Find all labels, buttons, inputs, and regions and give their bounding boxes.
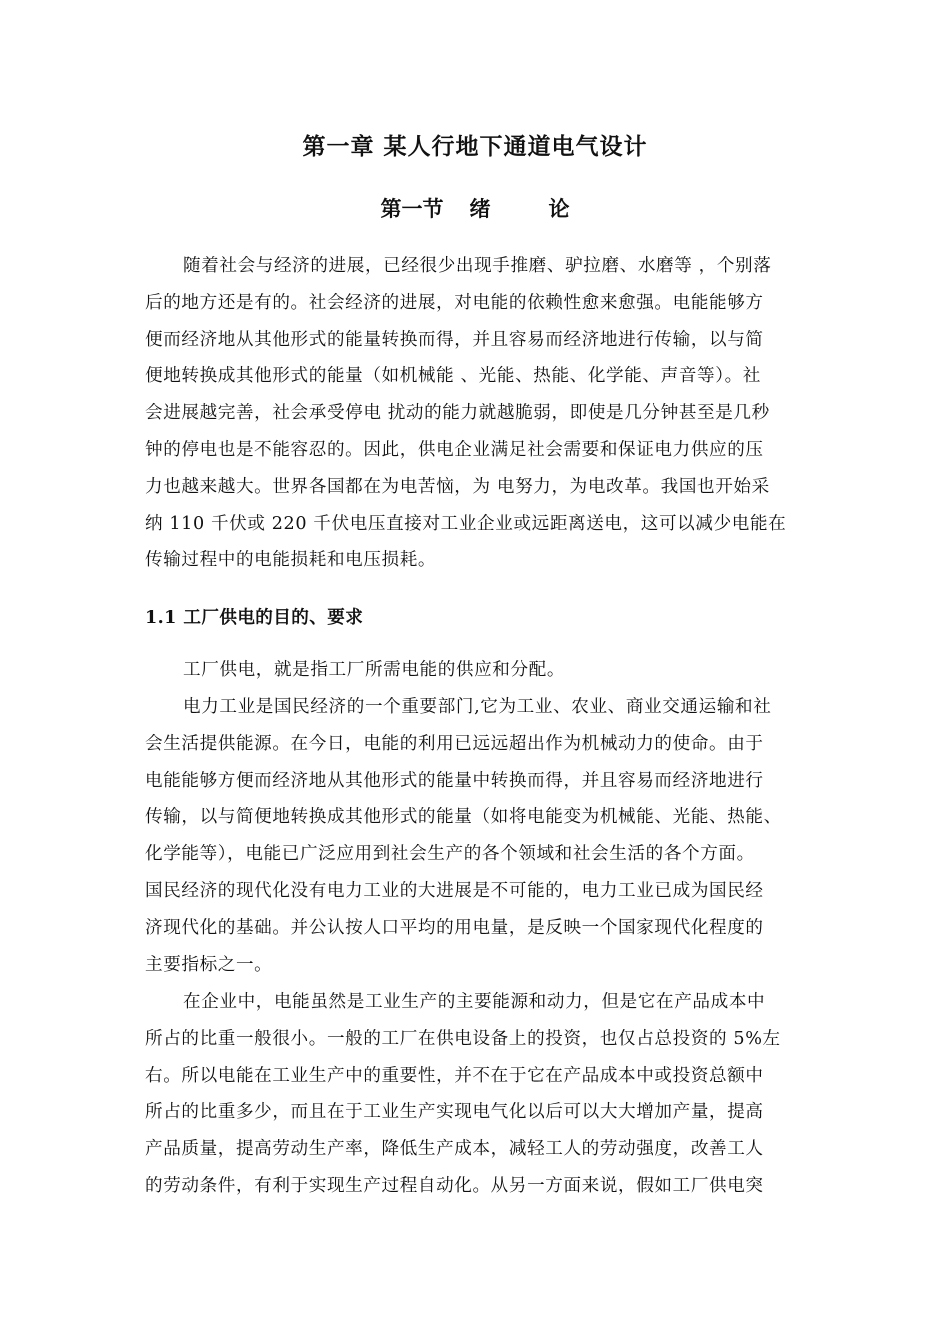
text-line: 随着社会与经济的进展，已经很少出现手推磨、驴拉磨、水磨等 ，个别落 — [183, 256, 772, 276]
text-line: 电能能够方便而经济地从其他形式的能量中转换而得，并且容易而经济地进行 — [145, 770, 764, 791]
text-line: 所占的比重一般很小。一般的工厂在供电设备上的投资，也仅占总投资的 5%左 — [145, 1028, 781, 1049]
text-line: 钟的停电也是不能容忍的。因此，供电企业满足社会需要和保证电力供应的压 — [145, 439, 764, 460]
text-line: 力也越来越大。世界各国都在为电苦恼，为 电努力，为电改革。我国也开始采 — [145, 476, 770, 497]
text-line: 右。所以电能在工业生产中的重要性，并不在于它在产品成本中或投资总额中 — [145, 1065, 764, 1086]
section-label: 第一节 — [380, 196, 444, 221]
section-word-1: 绪 — [469, 196, 491, 221]
intro-paragraph — [145, 248, 810, 579]
text-line: 传输，以与简便地转换成其他形式的能量（如将电能变为机械能、光能、热能、 — [145, 807, 782, 828]
text-line: 的劳动条件，有利于实现生产过程自动化。从另一方面来说，假如工厂供电突 — [145, 1175, 764, 1196]
text-line: 便地转换成其他形式的能量（如机械能 、光能、热能、化学能、声音等）。社 — [145, 366, 761, 387]
text-line: 所占的比重多少，而且在于工业生产实现电气化以后可以大大增加产量，提高 — [145, 1102, 764, 1123]
text-line: 便而经济地从其他形式的能量转换而得，并且容易而经济地进行传输，以与简 — [145, 329, 764, 350]
text-line: 工厂供电，就是指工厂所需电能的供应和分配。 — [183, 660, 566, 680]
paragraph-2 — [145, 652, 810, 689]
section-title — [0, 193, 950, 223]
chapter-title: 第一章 某人行地下通道电气设计 — [302, 133, 648, 160]
text-line: 会生活提供能源。在今日，电能的利用已远远超出作为机械动力的使命。由于 — [145, 733, 764, 754]
text-line: 会进展越完善，社会承受停电 扰动的能力就越脆弱，即使是几分钟甚至是几秒 — [145, 403, 770, 424]
text-line: 电力工业是国民经济的一个重要部门,它为工业、农业、商业交通运输和社 — [183, 697, 772, 717]
section-word-2: 论 — [548, 196, 570, 221]
text-line: 主要指标之一。 — [145, 954, 273, 975]
text-line: 后的地方还是有的。社会经济的进展，对电能的依赖性愈来愈强。电能能够方 — [145, 292, 764, 313]
text-line: 化学能等），电能已广泛应用到社会生产的各个领域和社会生活的各个方面。 — [145, 844, 755, 865]
paragraph-4 — [145, 984, 810, 1205]
paragraph-3 — [145, 689, 810, 983]
text-line: 在企业中，电能虽然是工业生产的主要能源和动力，但是它在产品成本中 — [183, 992, 766, 1012]
text-line: 济现代化的基础。并公认按人口平均的用电量，是反映一个国家现代化程度的 — [145, 917, 764, 938]
subsection-heading: 1.1 工厂供电的目的、要求 — [145, 607, 364, 628]
text-line: 国民经济的现代化没有电力工业的大进展是不可能的，电力工业已成为国民经 — [145, 880, 764, 901]
text-line: 纳 110 千伏或 220 千伏电压直接对工业企业或远距离送电，这可以减少电能在 — [145, 513, 787, 534]
text-line: 传输过程中的电能损耗和电压损耗。 — [145, 550, 437, 571]
text-line: 产品质量，提高劳动生产率，降低生产成本，减轻工人的劳动强度，改善工人 — [145, 1139, 764, 1160]
